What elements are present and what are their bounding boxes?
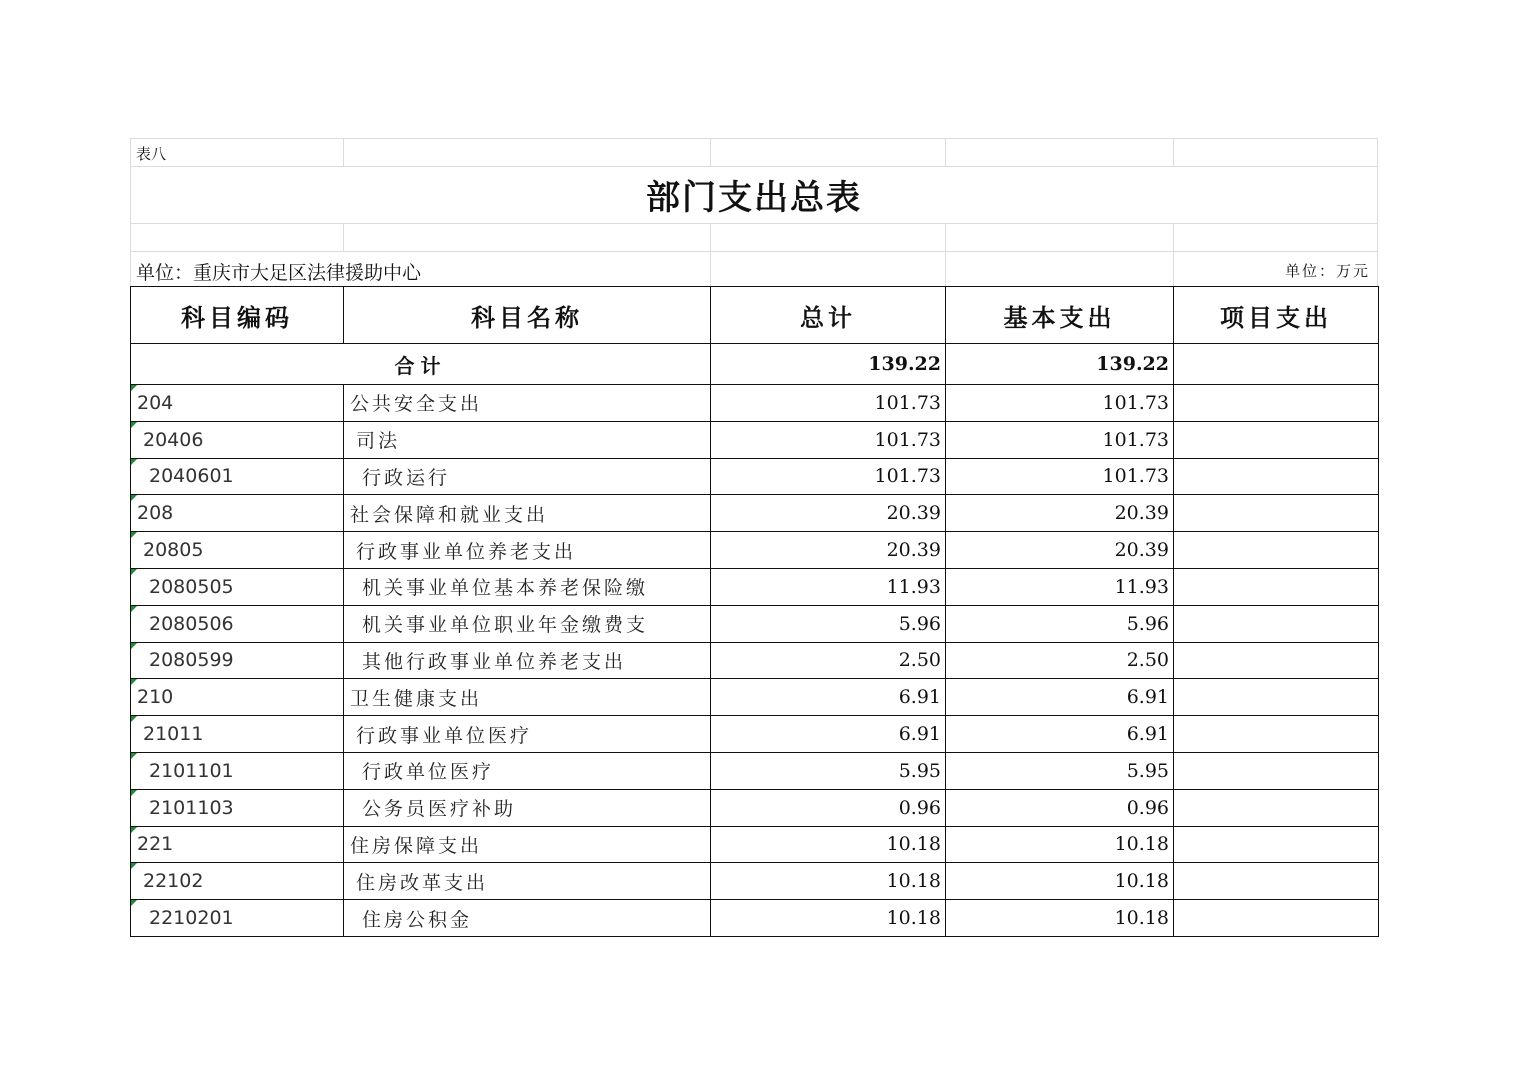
basic-expenditure: 11.93 [946,568,1174,605]
subject-code: 2040601 [131,458,344,495]
total-amount: 6.91 [711,679,946,716]
sheet-header-area [130,138,1378,286]
table-row [131,532,1379,569]
subject-name: 司法 [344,421,711,458]
column-header-total: 总计 [711,287,946,344]
basic-expenditure: 10.18 [946,900,1174,937]
subject-code: 204 [131,385,344,422]
subject-code: 21011 [131,716,344,753]
subject-name: 机关事业单位职业年金缴费支 [344,605,711,642]
table-row [131,568,1379,605]
table-row [131,458,1379,495]
subject-code: 20406 [131,421,344,458]
total-amount: 2.50 [711,642,946,679]
total-amount: 0.96 [711,789,946,826]
basic-expenditure: 5.96 [946,605,1174,642]
project-expenditure [1174,863,1379,900]
subject-name: 其他行政事业单位养老支出 [344,642,711,679]
total-sum: 139.22 [711,344,946,385]
table-row [131,605,1379,642]
total-label: 合计 [131,344,711,385]
column-header-project: 项目支出 [1174,287,1379,344]
project-expenditure [1174,458,1379,495]
subject-code: 20805 [131,532,344,569]
table-label: 表八 [136,145,167,163]
basic-expenditure: 2.50 [946,642,1174,679]
total-amount: 101.73 [711,385,946,422]
total-basic: 139.22 [946,344,1174,385]
unit-label: 单位：重庆市大足区法律援助中心 [136,262,422,284]
subject-code: 2080505 [131,568,344,605]
total-amount: 101.73 [711,421,946,458]
subject-name: 行政运行 [344,458,711,495]
project-expenditure [1174,532,1379,569]
project-expenditure [1174,679,1379,716]
subject-name: 行政事业单位养老支出 [344,532,711,569]
project-expenditure [1174,642,1379,679]
subject-code: 2080599 [131,642,344,679]
subject-code: 208 [131,495,344,532]
column-header-basic: 基本支出 [946,287,1174,344]
basic-expenditure: 20.39 [946,532,1174,569]
currency-unit-label: 单位：万元 [1284,262,1370,280]
subject-code: 210 [131,679,344,716]
total-amount: 20.39 [711,495,946,532]
table-row [131,863,1379,900]
table-row [131,752,1379,789]
table-row [131,826,1379,863]
column-header-name: 科目名称 [344,287,711,344]
project-expenditure [1174,716,1379,753]
basic-expenditure: 101.73 [946,421,1174,458]
project-expenditure [1174,495,1379,532]
subject-name: 行政事业单位医疗 [344,716,711,753]
table-row [131,679,1379,716]
column-header-code: 科目编码 [131,287,344,344]
subject-name: 社会保障和就业支出 [344,495,711,532]
expenditure-table [130,286,1379,937]
subject-name: 机关事业单位基本养老保险缴 [344,568,711,605]
basic-expenditure: 20.39 [946,495,1174,532]
page-title: 部门支出总表 [646,178,862,218]
subject-code: 2101103 [131,789,344,826]
subject-name: 卫生健康支出 [344,679,711,716]
basic-expenditure: 0.96 [946,789,1174,826]
table-row [131,385,1379,422]
total-row [131,344,1379,385]
project-expenditure [1174,385,1379,422]
total-amount: 6.91 [711,716,946,753]
table-row [131,495,1379,532]
basic-expenditure: 5.95 [946,752,1174,789]
basic-expenditure: 6.91 [946,679,1174,716]
subject-name: 行政单位医疗 [344,752,711,789]
basic-expenditure: 6.91 [946,716,1174,753]
project-expenditure [1174,826,1379,863]
table-row [131,716,1379,753]
table-row [131,421,1379,458]
subject-name: 公共安全支出 [344,385,711,422]
spreadsheet [130,138,1378,931]
subject-name: 住房公积金 [344,900,711,937]
total-amount: 10.18 [711,900,946,937]
total-project [1174,344,1379,385]
total-amount: 11.93 [711,568,946,605]
subject-code: 22102 [131,863,344,900]
total-amount: 5.95 [711,752,946,789]
project-expenditure [1174,605,1379,642]
total-amount: 101.73 [711,458,946,495]
total-amount: 10.18 [711,826,946,863]
project-expenditure [1174,789,1379,826]
basic-expenditure: 10.18 [946,863,1174,900]
total-amount: 10.18 [711,863,946,900]
table-row [131,789,1379,826]
subject-code: 2210201 [131,900,344,937]
table-header-row [131,287,1379,344]
subject-name: 公务员医疗补助 [344,789,711,826]
subject-name: 住房保障支出 [344,826,711,863]
table-row [131,900,1379,937]
total-amount: 20.39 [711,532,946,569]
project-expenditure [1174,568,1379,605]
subject-name: 住房改革支出 [344,863,711,900]
project-expenditure [1174,752,1379,789]
project-expenditure [1174,421,1379,458]
subject-code: 2101101 [131,752,344,789]
subject-code: 221 [131,826,344,863]
basic-expenditure: 101.73 [946,385,1174,422]
total-amount: 5.96 [711,605,946,642]
table-row [131,642,1379,679]
basic-expenditure: 101.73 [946,458,1174,495]
project-expenditure [1174,900,1379,937]
subject-code: 2080506 [131,605,344,642]
basic-expenditure: 10.18 [946,826,1174,863]
